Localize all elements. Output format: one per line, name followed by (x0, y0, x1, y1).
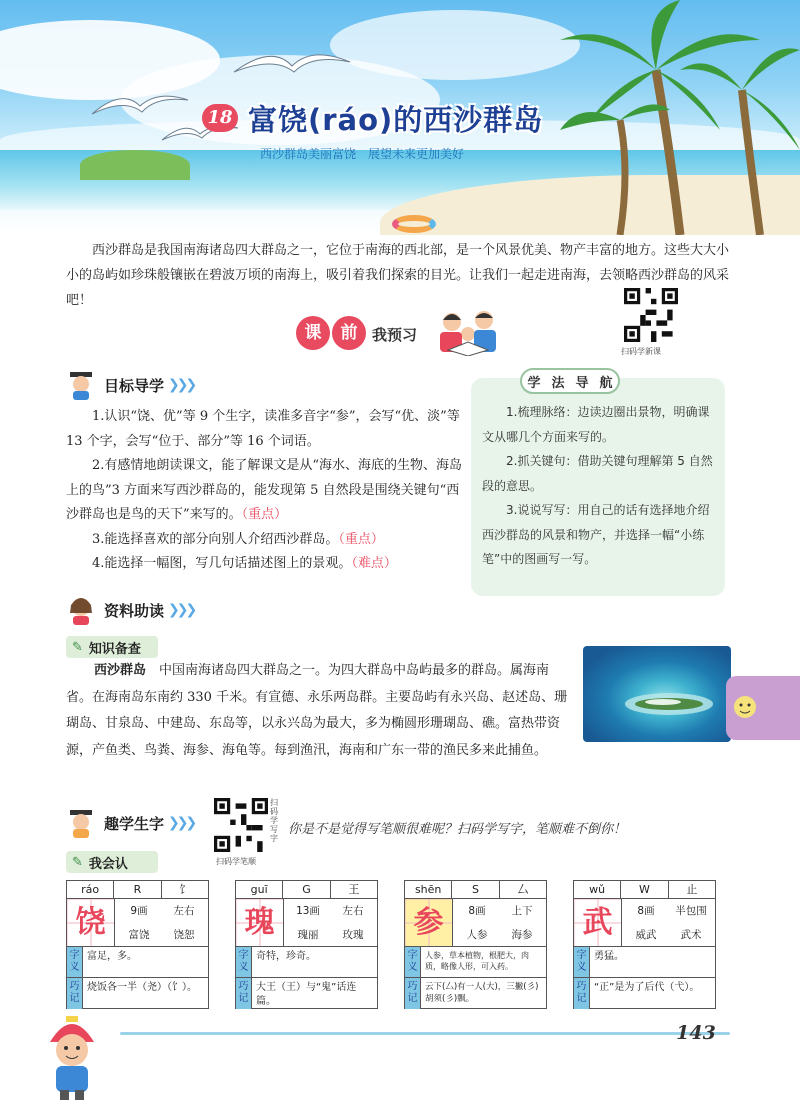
double-chevron-icon: ❯❯❯ (168, 602, 195, 618)
goals-heading (66, 370, 194, 400)
meaning-key: 字义 (236, 947, 252, 977)
card-memory: 烧饭各一半（尧）（饣）。 (87, 982, 197, 993)
card-structure: 半包围 (675, 905, 707, 917)
card-strokes: 13画 (296, 905, 320, 917)
characters-heading (66, 808, 194, 838)
header-banner (0, 0, 800, 235)
cloud (330, 10, 580, 80)
method-heading: 学 法 导 航 (520, 368, 620, 394)
card-memory: “正”是为了后代（弋）。 (594, 982, 700, 993)
character-card (573, 880, 716, 1009)
page-subtitle: 西沙群岛美丽富饶 展望未来更加美好 (260, 147, 465, 161)
island-aerial-photo (583, 646, 731, 742)
lesson-number: 18 (202, 104, 238, 132)
side-tab (726, 676, 800, 740)
card-memory: 大王（王）与“鬼”话连篇。 (256, 982, 357, 1007)
card-radical: 厶 (517, 883, 529, 896)
character-card (404, 880, 547, 1009)
card-word: 富饶 (128, 929, 150, 941)
character-card (66, 880, 209, 1009)
card-structure: 上下 (511, 905, 533, 917)
memory-key: 巧记 (67, 978, 83, 1009)
card-pinyin: ráo (67, 881, 114, 898)
footer-line (120, 1032, 730, 1035)
intro-paragraph: 西沙群岛是我国南海诸岛四大群岛之一，它位于南海的西北部，是一个风景优美、物产丰富的地方。这些大大小小的岛屿如珍珠般镶嵌在碧波万顷的南海上，吸引着我们探索的目光。让我们一起走进南海，去领略西沙群岛的风采吧！ (66, 243, 730, 308)
card-strokes: 9画 (130, 905, 148, 917)
knowledge-paragraph: 西沙群岛 中国南海诸岛四大群岛之一。为四大群岛中岛屿最多的群岛。属海南省。在海南岛东南约 330 千米。有宣德、永乐两岛群。主要岛屿有永兴岛、赵述岛、珊瑚岛、甘泉岛、中建岛、东岛等，以永兴岛为最大，多为椭圆形珊瑚岛、礁。富热带资源，产鱼类、鸟粪、海参、海龟等。每到渔汛，海南和广东一带的渔民多来此捕鱼。 (66, 663, 568, 758)
knowledge-term: 西沙群岛 (94, 663, 147, 678)
goals-list (66, 405, 464, 577)
swim-ring (392, 215, 436, 233)
card-radical: 饣 (179, 883, 191, 896)
page-title: 富饶(ráo)的西沙群岛 (248, 103, 544, 137)
student-mascot-icon (66, 808, 96, 838)
teacher-mascot-icon (66, 370, 96, 400)
palm-trees (560, 0, 800, 235)
boy-mascot-icon (40, 1012, 104, 1100)
seagull-icon (90, 84, 190, 120)
pre-study-badge: 课 (296, 316, 330, 350)
island (80, 150, 190, 180)
double-chevron-icon: ❯❯❯ (168, 815, 195, 831)
method-list (482, 400, 718, 572)
meaning-key: 字义 (67, 947, 83, 977)
card-word: 玫瑰 (342, 929, 364, 941)
qr-label: 扫码学笔顺 (216, 857, 256, 866)
card-word: 海参 (511, 929, 533, 941)
goal-tag: （重点） (338, 531, 384, 547)
pre-study-badge: 前 (332, 316, 366, 350)
reading-family-icon (434, 310, 504, 356)
goal-tag: （重点） (241, 507, 288, 522)
card-meaning: 奇特，珍奇。 (256, 951, 316, 962)
qr-code-icon[interactable] (214, 798, 268, 852)
goal-item: 3.能选择喜欢的部分向别人介绍西沙群岛。（重点） (92, 531, 384, 547)
card-pinyin: shēn (405, 881, 452, 898)
goal-item: 1.认识“饶、优”等 9 个生字，读准多音字“参”，会写“优、淡”等 13 个字，会写“位于、部分”等 16 个词语。 (66, 409, 460, 449)
card-strokes: 8画 (637, 905, 655, 917)
qr-label: 扫码学新课 (621, 347, 661, 356)
card-character: 饶 (67, 899, 115, 947)
cartoon-face-icon (732, 692, 758, 722)
goal-tag: （难点） (351, 556, 397, 571)
knowledge-tag: ✎ 知识备查 (66, 636, 158, 658)
card-structure: 左右 (173, 905, 195, 917)
meaning-key: 字义 (405, 947, 421, 977)
card-word: 人参 (466, 929, 488, 941)
method-item: 2.抓关键句：借助关键句理解第 5 自然段的意思。 (482, 454, 713, 493)
materials-heading (66, 595, 194, 625)
seagull-icon (232, 42, 352, 82)
memory-key: 巧记 (236, 978, 252, 1009)
card-strokes: 8画 (468, 905, 486, 917)
page-number: 143 (676, 1022, 716, 1044)
memory-key: 巧记 (405, 978, 421, 1009)
card-radical: 止 (686, 883, 698, 896)
card-character: 参 (405, 899, 453, 947)
pre-study-text: 我预习 (372, 326, 418, 344)
meaning-key: 字义 (574, 947, 590, 977)
qr-code-icon[interactable] (624, 288, 678, 342)
method-item: 3.说说写写：用自己的话有选择地介绍西沙群岛的风景和物产，并选择一幅“小练笔”中的图画写一写。 (482, 503, 710, 566)
card-word: 威武 (635, 929, 657, 941)
card-meaning: 人参，草本植物，根肥大，肉质，略像人形，可入药。 (425, 951, 529, 971)
card-character: 武 (574, 899, 622, 947)
card-pinyin: guī (236, 881, 283, 898)
character-card (235, 880, 378, 1009)
card-meaning: 勇猛。 (594, 951, 624, 962)
pre-study-banner (286, 310, 506, 356)
card-pinyin: wǔ (574, 881, 621, 898)
card-letter: S (452, 881, 499, 898)
card-word: 饶恕 (173, 929, 195, 941)
card-letter: G (283, 881, 330, 898)
qr-side-label: 扫码学写字 (270, 798, 278, 843)
goal-item: 2.有感情地朗读课文，能了解课文是从“海水、海底的生物、海岛上的鸟”3 方面来写西沙群岛的，能发现第 5 自然段是围绕关键句“西沙群岛也是鸟的天下”来写的。（重点） (66, 458, 463, 522)
pencil-icon: ✎ (72, 854, 83, 870)
goals-heading-label: 目标导学 (104, 376, 165, 395)
card-meaning: 富足，多。 (87, 951, 137, 962)
girl-mascot-icon (66, 595, 96, 625)
card-word: 武术 (680, 929, 702, 941)
materials-heading-label: 资料助读 (104, 601, 165, 620)
card-letter: W (621, 881, 668, 898)
characters-tip: 你是不是觉得写笔顺很难呢？扫码学写字，笔顺难不倒你！ (288, 822, 627, 837)
recognize-tag: ✎ 我会认 (66, 851, 158, 873)
card-memory: 云下(厶)有一人(大)，三撇(彡)胡须(彡)飘。 (425, 982, 539, 1004)
characters-heading-label: 趣学生字 (104, 814, 165, 833)
double-chevron-icon: ❯❯❯ (168, 377, 195, 393)
card-word: 瑰丽 (297, 929, 319, 941)
pencil-icon: ✎ (72, 639, 83, 655)
goal-item: 4.能选择一幅图，写几句话描述图上的景观。（难点） (92, 556, 397, 571)
card-letter: R (114, 881, 161, 898)
card-character: 瑰 (236, 899, 284, 947)
memory-key: 巧记 (574, 978, 590, 1009)
card-structure: 左右 (342, 905, 364, 917)
method-item: 1.梳理脉络：边读边圈出景物，明确课文从哪几个方面来写的。 (482, 405, 710, 444)
card-radical: 王 (348, 883, 360, 896)
